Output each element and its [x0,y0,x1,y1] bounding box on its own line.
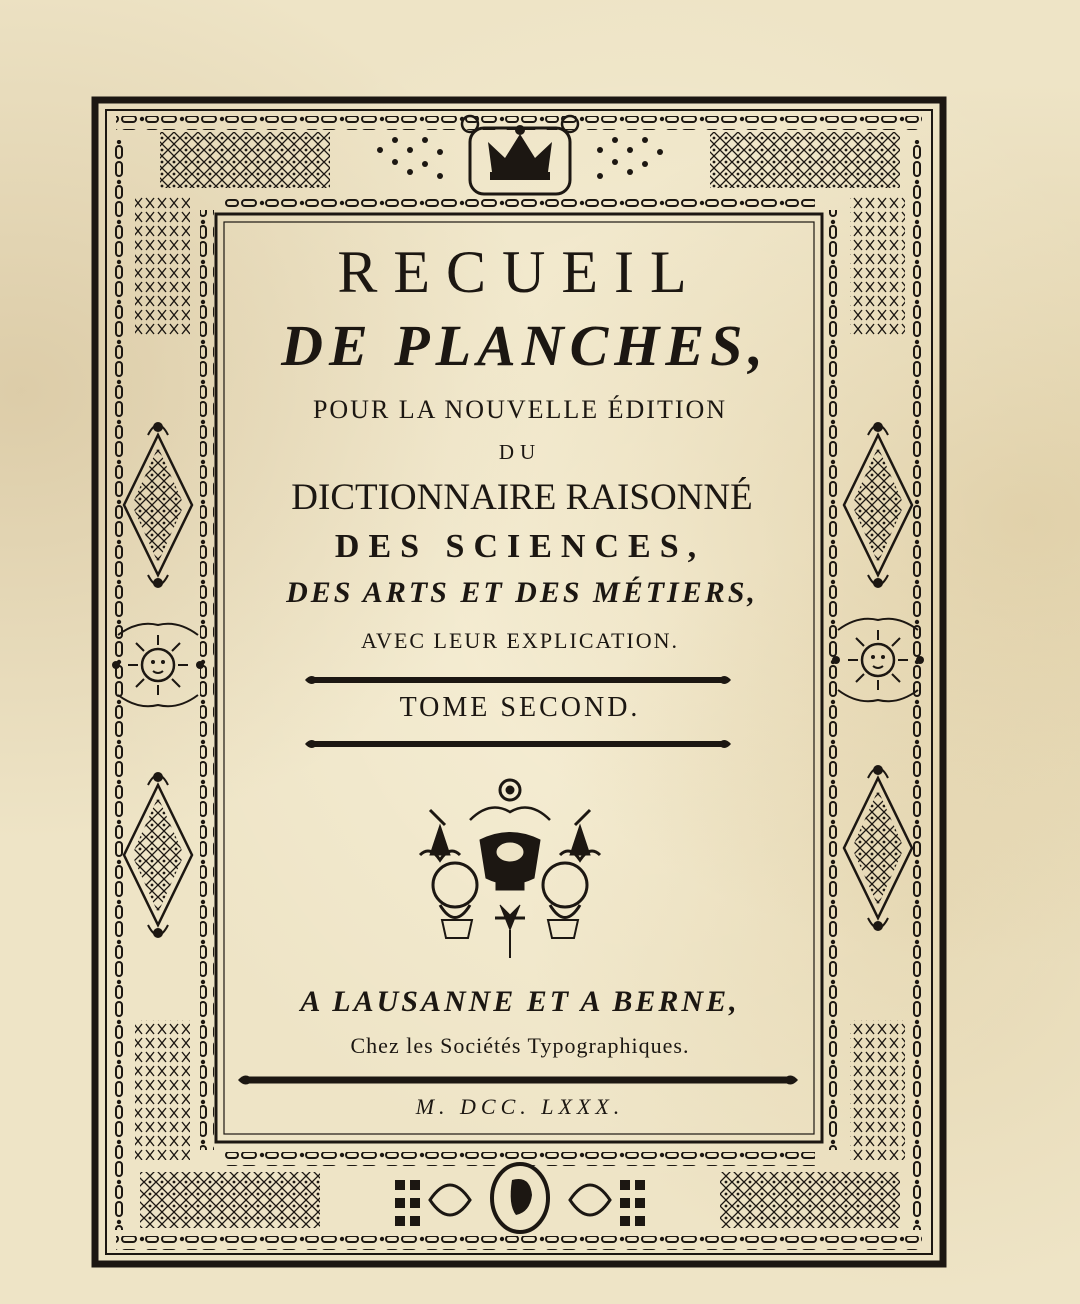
title-recueil: RECUEIL [337,239,703,305]
title-de-planches: DE PLANCHES, [281,313,769,378]
vase-fleur-de-lis-ornament [420,780,600,958]
rule-above-tome [305,676,731,684]
subtitle-nouvelle-edition: POUR LA NOUVELLE ÉDITION [312,395,728,424]
volume-label: TOME SECOND. [399,692,641,723]
subtitle-du: DU [498,440,542,464]
imprint-date: M. DCC. LXXX. [415,1094,625,1119]
subtitle-explication: AVEC LEUR EXPLICATION. [361,628,679,653]
subtitle-sciences: DES SCIENCES, [334,528,706,565]
medallion-profile-icon [395,1164,645,1232]
rule-below-tome [305,740,731,748]
subtitle-arts-metiers: DES ARTS ET DES MÉTIERS, [286,576,758,609]
imprint-publisher: Chez les Sociétés Typographiques. [350,1033,690,1058]
subtitle-dictionnaire: DICTIONNAIRE RAISONNÉ [291,477,753,518]
rule-above-date [238,1076,798,1085]
crown-icon [462,116,578,194]
imprint-place: A LAUSANNE ET A BERNE, [300,985,740,1018]
